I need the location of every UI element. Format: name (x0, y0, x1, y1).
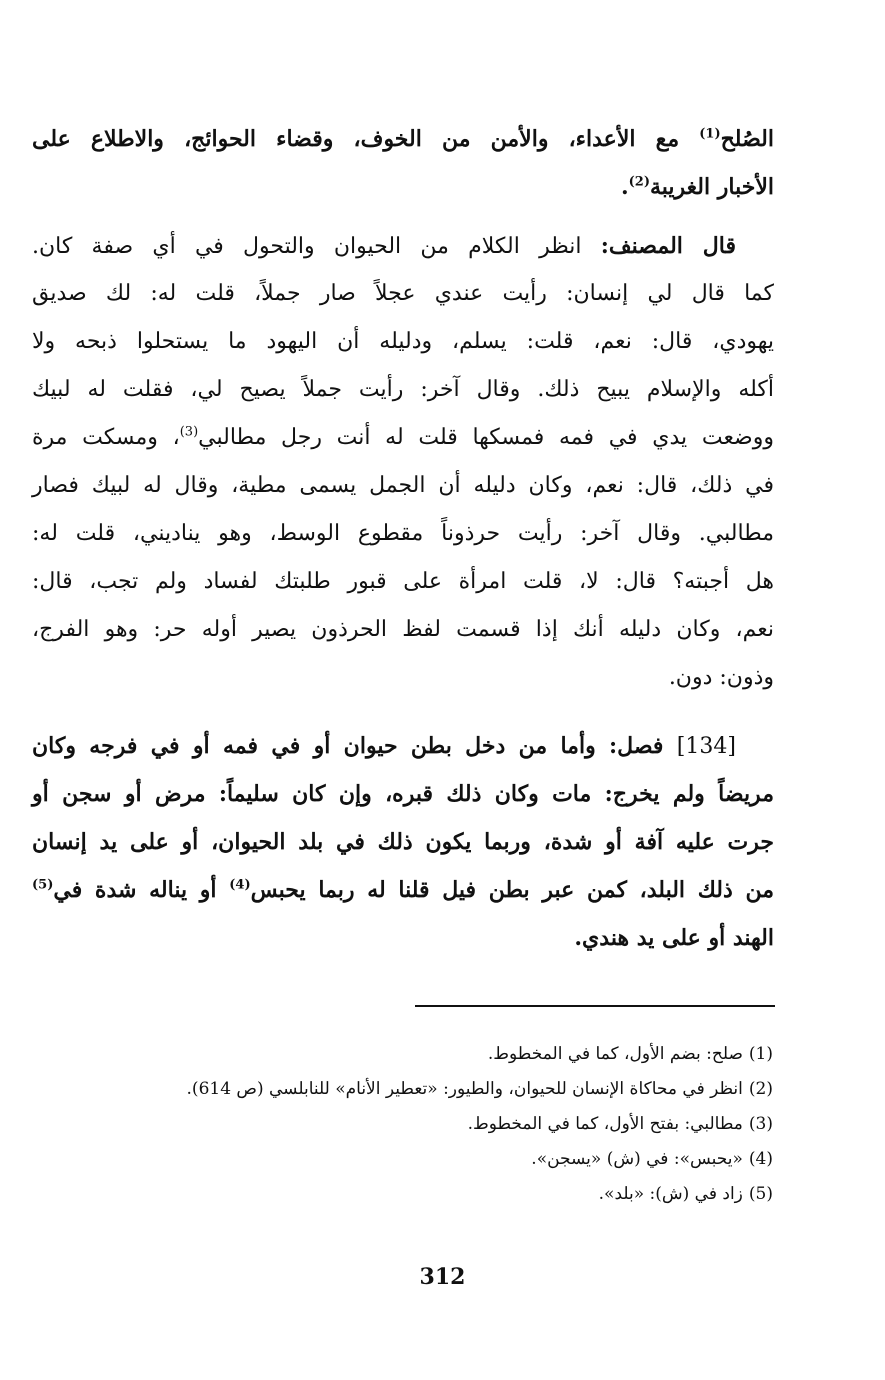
text-run: ، ومسكت مرة (32, 425, 180, 450)
text-line: مطالبي. وقال آخر: رأيت حرذوناً مقطوع الوسط، وهو يناديني، قلت له: (32, 521, 774, 546)
footnote-text: مطالبي: بفتح الأول، كما في المخطوط. (467, 1114, 743, 1134)
text-line: هل أجبته؟ قال: لا، قلت امرأة على قبور طلبتك لفساد ولم تجب، قال: (32, 569, 774, 594)
footnote-item (13, 1072, 773, 1107)
paragraph-2 (32, 222, 774, 702)
text-run: . (620, 174, 629, 200)
text-line: الهند أو على يد هندي. (574, 925, 774, 951)
footnote-ref[interactable]: (4) (229, 877, 251, 893)
text-run: انظر الكلام من الحيوان والتحول في أي صفة كان. (32, 234, 601, 259)
paragraph-1 (32, 115, 774, 211)
footnote-number: (2) (748, 1079, 773, 1099)
paragraph-3 (32, 722, 774, 962)
footnote-ref[interactable]: (3) (179, 424, 199, 440)
author-label: قال المصنف: (600, 233, 736, 259)
footnote-ref[interactable]: (2) (628, 174, 650, 190)
footnote-item (13, 1177, 773, 1212)
footnote-number: (3) (748, 1114, 773, 1134)
text-run: أو يناله شدة في (53, 877, 230, 903)
text-line (32, 222, 774, 270)
text-line: كما قال لي إنسان: رأيت عندي عجلاً صار جملاً، قلت له: لك صديق (32, 281, 774, 306)
text-line (32, 115, 774, 163)
text-line (32, 866, 774, 914)
text-line: مريضاً ولم يخرج: مات وكان ذلك قبره، وإن كان سليماً: مرض أو سجن أو (32, 781, 774, 807)
footnote-text: صلح: بضم الأول، كما في المخطوط. (487, 1044, 743, 1064)
text-line: يهودي، قال: نعم، قلت: يسلم، ودليله أن اليهود ما يستحلوا ذبحه ولا (32, 329, 774, 354)
text-run: الأخبار الغريبة (649, 174, 774, 200)
text-line (32, 414, 774, 462)
footnote-text: انظر في محاكاة الإنسان للحيوان، والطيور: «تعطير الأنام» للنابلسي (ص 614). (186, 1079, 743, 1099)
footnote-text: زاد في (ش): «بلد». (598, 1184, 743, 1204)
footnote-number: (1) (748, 1044, 773, 1064)
text-line: نعم، وكان دليله أنك إذا قسمت لفظ الحرذون يصير أوله حر: وهو الفرج، (32, 617, 774, 642)
text-line: أكله والإسلام يبيح ذلك. وقال آخر: رأيت جملاً يصيح لي، فقلت له لبيك (32, 377, 774, 402)
text-line: جرت عليه آفة أو شدة، وربما يكون ذلك في بلد الحيوان، أو على يد إنسان (32, 829, 774, 855)
text-line: في ذلك، قال: نعم، وكان دليله أن الجمل يسمى مطية، وقال له لبيك فصار (32, 473, 774, 498)
section-number: [134] (676, 734, 736, 759)
footnote-number: (4) (748, 1149, 773, 1169)
footnote-text: «يحبس»: في (ش) «يسجن». (531, 1149, 743, 1169)
footnote-item (13, 1142, 773, 1177)
footnote-number: (5) (748, 1184, 773, 1204)
footnote-item (13, 1037, 773, 1072)
footnotes (13, 1037, 773, 1212)
footnote-ref[interactable]: (5) (32, 877, 54, 893)
text-run: : وأما من دخل بطن حيوان أو في فمه أو في فرجه وكان (32, 733, 618, 759)
footnote-item (13, 1107, 773, 1142)
footnote-ref[interactable]: (1) (699, 126, 721, 142)
text-line (32, 722, 774, 770)
section-label: فصل (617, 733, 664, 759)
page-number: 312 (419, 1264, 466, 1290)
text-run: مع الأعداء، والأمن من الخوف، وقضاء الحوائج، والاطلاع على (32, 126, 700, 152)
text-line: وذون: دون. (668, 665, 774, 690)
text-run: من ذلك البلد، كمن عبر بطن فيل قلنا له ربما يحبس (250, 877, 775, 903)
text-line (32, 163, 774, 211)
footnote-divider (415, 1005, 775, 1007)
text-run: الصُلح (720, 126, 774, 152)
text-run: ووضعت يدي في فمه فمسكها قلت له أنت رجل مطالبي (198, 425, 774, 450)
